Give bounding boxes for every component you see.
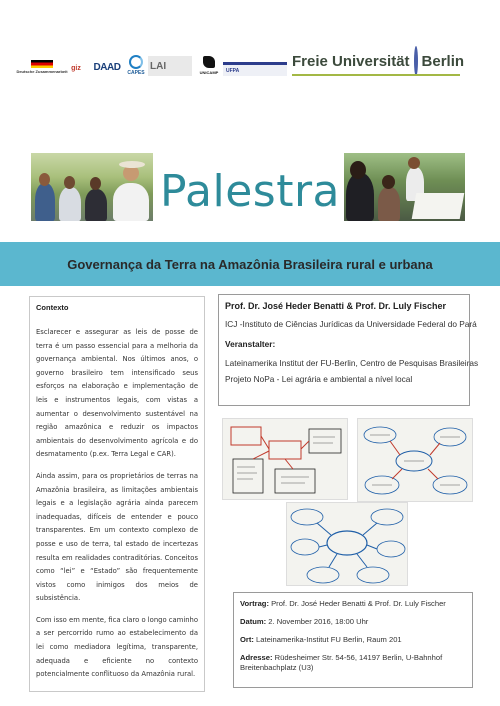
ort-line: [240, 635, 466, 645]
german-flag-icon: [31, 60, 53, 68]
page-title: Palestra: [159, 166, 341, 217]
fu-logo-text-right: Berlin: [421, 52, 465, 70]
unicamp-logo: [199, 53, 219, 77]
veranstalter-label: Veranstalter:: [225, 339, 276, 349]
mindmap-sketch-3: [287, 503, 408, 586]
organizer-line: Lateinamerika Institut der FU-Berlin, Centro de Pesquisas Brasileiras: [225, 358, 479, 368]
daad-logo: [93, 58, 121, 76]
mindmap-photo-2: [357, 418, 473, 502]
context-paragraph-2: Ainda assim, para os proprietários de terras na Amazônia brasileira, as limitações ambientais legais e a legislação agrária ainda parecem inadequadas, difíceis de entender e pouco transparentes. Em um contexto complexo de posse e uso de terra, tal estado de incertezas resulta em realidades contraditórias. Conceitos como “lei” e “Estado” são frequentemente vistos como inimigos dos meios de subsistência.: [36, 471, 198, 603]
adresse-value: Rüdesheimer Str. 54-56, 14197 Berlin, U-Bahnhof Breitenbachplatz (U3): [240, 653, 443, 672]
speakers-names: Prof. Dr. José Heder Benatti & Prof. Dr. Luly Fischer: [225, 301, 447, 311]
vortrag-value: Prof. Dr. José Heder Benatti & Prof. Dr. Luly Fischer: [271, 599, 446, 608]
context-paragraph-3: Com isso em mente, fica claro o longo caminho a ser percorrido rumo ao estabelecimento da lei como mediadora legítima, transparente, adequada e eficiente no contexto potencialmente conflituoso da Amazônia rural.: [36, 615, 198, 679]
speakers-affiliation: ICJ -Instituto de Ciências Jurídicas da Universidade Federal do Pará: [225, 319, 477, 329]
ufpa-logo-text: UFPA: [226, 67, 240, 74]
vortrag-label: Vortrag:: [240, 599, 269, 608]
daad-logo-text: DAAD: [93, 61, 121, 73]
bmz-logo: [16, 58, 68, 76]
fu-seal-icon: [414, 46, 418, 76]
datum-line: [240, 617, 466, 627]
project-line: Projeto NoPa - Lei agrária e ambiental a nível local: [225, 374, 413, 384]
context-paragraph-1: Esclarecer e assegurar as leis de posse de terra é um passo essencial para a melhoria da governança ambiental. Nos últimos anos, o governo brasileiro tem intensificado seus esforços na elaboração e implementação de leis e instrumentos legais, com vistas a aumentar o desenvolvimento sustentável na região amazônica e reduzir os impactos ambientais do desenvolvimento agrícola e do desmatamento (p.ex. Terra Legal e CAR).: [36, 328, 198, 459]
fu-berlin-logo: [292, 44, 465, 78]
unicamp-mark-icon: [203, 56, 215, 68]
topic-banner-text: Governança da Terra na Amazônia Brasileira rural e urbana: [67, 256, 433, 272]
topic-banner: [0, 242, 500, 286]
adresse-label: Adresse:: [240, 653, 273, 662]
event-details-box: [233, 592, 473, 688]
lai-logo-text: LAI: [150, 60, 167, 72]
speakers-box: [218, 294, 479, 406]
capes-ring-icon: [129, 55, 143, 69]
unicamp-logo-text: UNICAMP: [199, 69, 219, 75]
context-heading: Contexto: [36, 303, 69, 312]
bmz-logo-text: Deutsche Zusammenarbeit: [16, 69, 68, 74]
fu-logo-text-left: Freie Universität: [292, 52, 410, 70]
lai-logo: [148, 56, 192, 76]
mindmap-photo-1: [222, 418, 348, 500]
mindmap-sketch-1: [223, 419, 348, 500]
ort-value: Lateinamerika-Institut FU Berlin, Raum 201: [256, 635, 402, 644]
fu-logo-underline: [292, 74, 460, 76]
giz-logo-text: giz: [71, 64, 81, 72]
capes-logo: [125, 53, 147, 77]
ufpa-logo: [223, 62, 287, 76]
datum-value: 2. November 2016, 18:00 Uhr: [268, 617, 369, 626]
mindmap-photo-3: [286, 502, 408, 586]
mindmap-sketch-2: [358, 419, 473, 502]
datum-label: Datum:: [240, 617, 267, 626]
vortrag-line: [240, 599, 466, 609]
context-box: [29, 296, 205, 692]
ort-label: Ort:: [240, 635, 254, 644]
adresse-line: [240, 653, 466, 673]
capes-logo-text: CAPES: [127, 69, 145, 76]
giz-logo: [63, 62, 89, 74]
